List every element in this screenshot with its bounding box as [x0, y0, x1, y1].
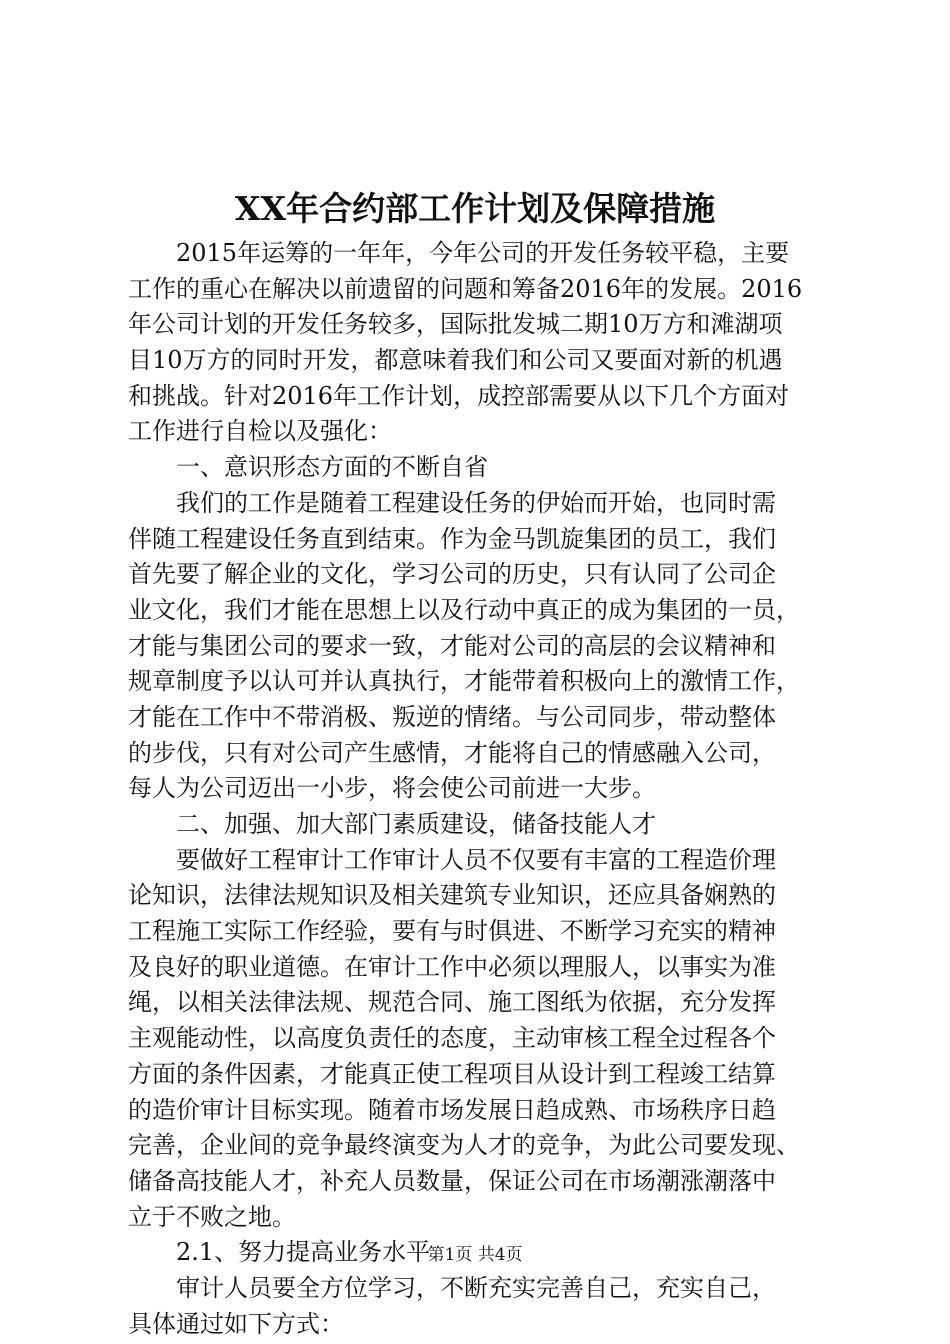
body-line: 首先要了解企业的文化，学习公司的历史，只有认同了公司企 [128, 560, 776, 589]
body-line: 的造价审计目标实现。随着市场发展日趋成熟、市场秩序日趋 [128, 1095, 776, 1124]
body-line: 立于不败之地。 [128, 1202, 296, 1231]
body-line: 完善，企业间的竞争最终演变为人才的竞争，为此公司要发现、 [128, 1131, 800, 1160]
document-title: XX年合约部工作计划及保障措施 [234, 189, 716, 228]
body-line: 每人为公司迈出一小步，将会使公司前进一大步。 [128, 774, 656, 803]
document-body [128, 236, 846, 1342]
page-footer: 第1页 共4页 [427, 1245, 523, 1265]
section-heading-1: 一、意识形态方面的不断自省 [128, 453, 488, 482]
subsection-heading-2-1: 2.1、努力提高业务水平 [128, 1238, 431, 1267]
body-line: 工程施工实际工作经验，要有与时俱进、不断学习充实的精神 [128, 917, 776, 946]
body-line: 才能在工作中不带消极、叛逆的情绪。与公司同步，带动整体 [128, 702, 776, 731]
body-line: 年公司计划的开发任务较多，国际批发城二期10万方和滩湖项 [128, 310, 783, 339]
body-line: 工作进行自检以及强化： [128, 417, 392, 446]
body-line: 业文化，我们才能在思想上以及行动中真正的成为集团的一员， [128, 595, 800, 624]
body-line: 规章制度予以认可并认真执行，才能带着积极向上的激情工作， [128, 667, 800, 696]
body-line: 才能与集团公司的要求一致，才能对公司的高层的会议精神和 [128, 631, 776, 660]
body-line: 要做好工程审计工作审计人员不仅要有丰富的工程造价理 [128, 845, 776, 874]
body-line: 和挑战。针对2016年工作计划，成控部需要从以下几个方面对 [128, 381, 790, 410]
body-line: 2015年运筹的一年年，今年公司的开发任务较平稳，主要 [128, 239, 790, 267]
body-line: 论知识，法律法规知识及相关建筑专业知识，还应具备娴熟的 [128, 881, 776, 910]
body-line: 方面的条件因素，才能真正使工程项目从设计到工程竣工结算 [128, 1059, 776, 1088]
body-line: 目10万方的同时开发，都意味着我们和公司又要面对新的机遇 [128, 346, 783, 375]
body-line: 及良好的职业道德。在审计工作中必须以理服人，以事实为准 [128, 952, 776, 981]
body-line: 储备高技能人才，补充人员数量，保证公司在市场潮涨潮落中 [128, 1166, 776, 1195]
body-line: 绳，以相关法律法规、规范合同、施工图纸为依据，充分发挥 [128, 988, 776, 1017]
body-line: 我们的工作是随着工程建设任务的伊始而开始，也同时需 [128, 488, 776, 517]
body-line: 主观能动性，以高度负责任的态度，主动审核工程全过程各个 [128, 1024, 776, 1053]
section-heading-2: 二、加强、加大部门素质建设，储备技能人才 [128, 810, 656, 838]
body-line: 审计人员要全方位学习，不断充实完善自己，充实自己， [128, 1273, 776, 1302]
body-line: 伴随工程建设任务直到结束。作为金马凯旋集团的员工，我们 [128, 524, 776, 553]
body-line: 的步伐，只有对公司产生感情，才能将自己的情感融入公司， [128, 738, 776, 767]
body-line: 具体通过如下方式： [128, 1309, 344, 1338]
body-line: 工作的重心在解决以前遗留的问题和筹备2016年的发展。2016 [128, 274, 803, 303]
